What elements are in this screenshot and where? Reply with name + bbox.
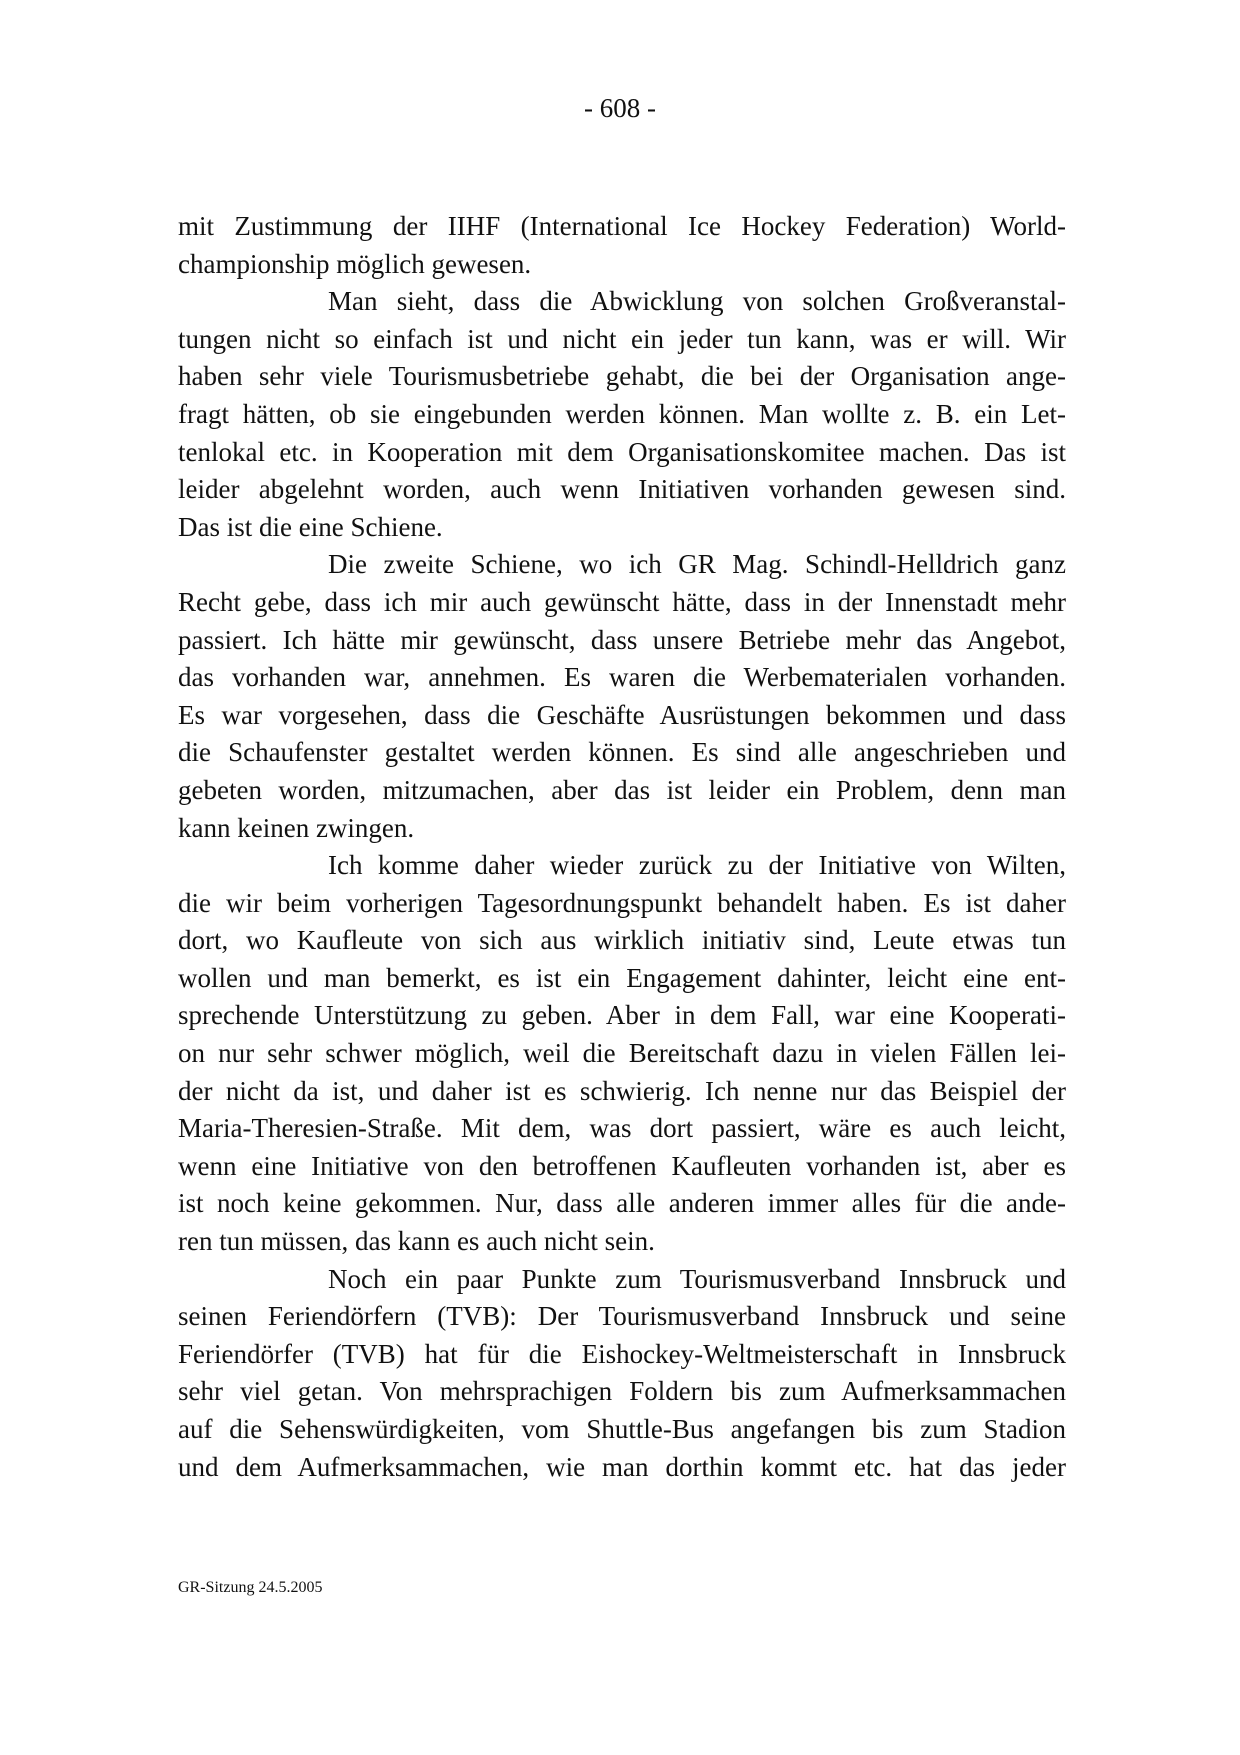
transcript-body — [178, 208, 1066, 1486]
text-line: mit Zustimmung der IIHF (International Ice Hockey Federation) World- — [178, 211, 1066, 241]
paragraph-start-line: Die zweite Schiene, wo ich GR Mag. Schindl-Helldrich ganz — [328, 549, 1066, 580]
text-line: ren tun müssen, das kann es auch nicht sein. — [178, 1226, 655, 1257]
footer-session-date: GR-Sitzung 24.5.2005 — [178, 1579, 323, 1596]
text-line: gebeten worden, mitzumachen, aber das ist leider ein Problem, denn man — [178, 774, 1066, 805]
text-line: wenn eine Initiative von den betroffenen Kaufleuten vorhanden ist, aber es — [178, 1150, 1066, 1181]
page-number: - 608 - — [584, 93, 656, 123]
text-line: seinen Feriendörfern (TVB): Der Tourismusverband Innsbruck und seine — [178, 1301, 1066, 1332]
text-line: Es war vorgesehen, dass die Geschäfte Ausrüstungen bekommen und dass — [178, 699, 1066, 730]
text-line: die Schaufenster gestaltet werden können. Es sind alle angeschrieben und — [178, 737, 1066, 768]
text-line: passiert. Ich hätte mir gewünscht, dass unsere Betriebe mehr das Angebot, — [178, 624, 1066, 655]
text-line: haben sehr viele Tourismusbetriebe gehabt, die bei der Organisation ange- — [178, 361, 1066, 392]
text-line: sehr viel getan. Von mehrsprachigen Foldern bis zum Aufmerksammachen — [178, 1376, 1066, 1407]
text-line: championship möglich gewesen. — [178, 248, 532, 279]
text-line: kann keinen zwingen. — [178, 812, 415, 843]
text-line: das vorhanden war, annehmen. Es waren die Werbematerialen vorhanden. — [178, 662, 1066, 693]
text-line: tenlokal etc. in Kooperation mit dem Organisationskomitee machen. Das ist — [178, 436, 1066, 467]
paragraph-start-line: Man sieht, dass die Abwicklung von solchen Großveranstal- — [328, 286, 1066, 317]
text-line: ist noch keine gekommen. Nur, dass alle anderen immer alles für die ande- — [178, 1188, 1066, 1219]
text-line: leider abgelehnt worden, auch wenn Initiativen vorhanden gewesen sind. — [178, 474, 1066, 505]
text-line: Das ist die eine Schiene. — [178, 511, 443, 542]
paragraph-start-line: Ich komme daher wieder zurück zu der Initiative von Wilten, — [328, 850, 1066, 881]
text-line: Feriendörfer (TVB) hat für die Eishockey-Weltmeisterschaft in Innsbruck — [178, 1338, 1066, 1369]
text-line: tungen nicht so einfach ist und nicht ein jeder tun kann, was er will. Wir — [178, 323, 1066, 354]
text-line: Recht gebe, dass ich mir auch gewünscht hätte, dass in der Innenstadt mehr — [178, 586, 1066, 617]
text-line: und dem Aufmerksammachen, wie man dorthin kommt etc. hat das jeder — [178, 1451, 1066, 1482]
text-line: dort, wo Kaufleute von sich aus wirklich initiativ sind, Leute etwas tun — [178, 925, 1066, 956]
text-line: sprechende Unterstützung zu geben. Aber in dem Fall, war eine Kooperati- — [178, 1000, 1066, 1031]
text-line: wollen und man bemerkt, es ist ein Engagement dahinter, leicht eine ent- — [178, 962, 1066, 993]
text-line: die wir beim vorherigen Tagesordnungspunkt behandelt haben. Es ist daher — [178, 887, 1066, 918]
text-line: Maria-Theresien-Straße. Mit dem, was dort passiert, wäre es auch leicht, — [178, 1113, 1066, 1144]
text-line: fragt hätten, ob sie eingebunden werden können. Man wollte z. B. ein Let- — [178, 398, 1066, 429]
paragraph-start-line: Noch ein paar Punkte zum Tourismusverband Innsbruck und — [328, 1263, 1066, 1294]
text-line: auf die Sehenswürdigkeiten, vom Shuttle-Bus angefangen bis zum Stadion — [178, 1414, 1066, 1444]
text-line: on nur sehr schwer möglich, weil die Bereitschaft dazu in vielen Fällen lei- — [178, 1038, 1066, 1069]
text-line: der nicht da ist, und daher ist es schwierig. Ich nenne nur das Beispiel der — [178, 1075, 1066, 1106]
